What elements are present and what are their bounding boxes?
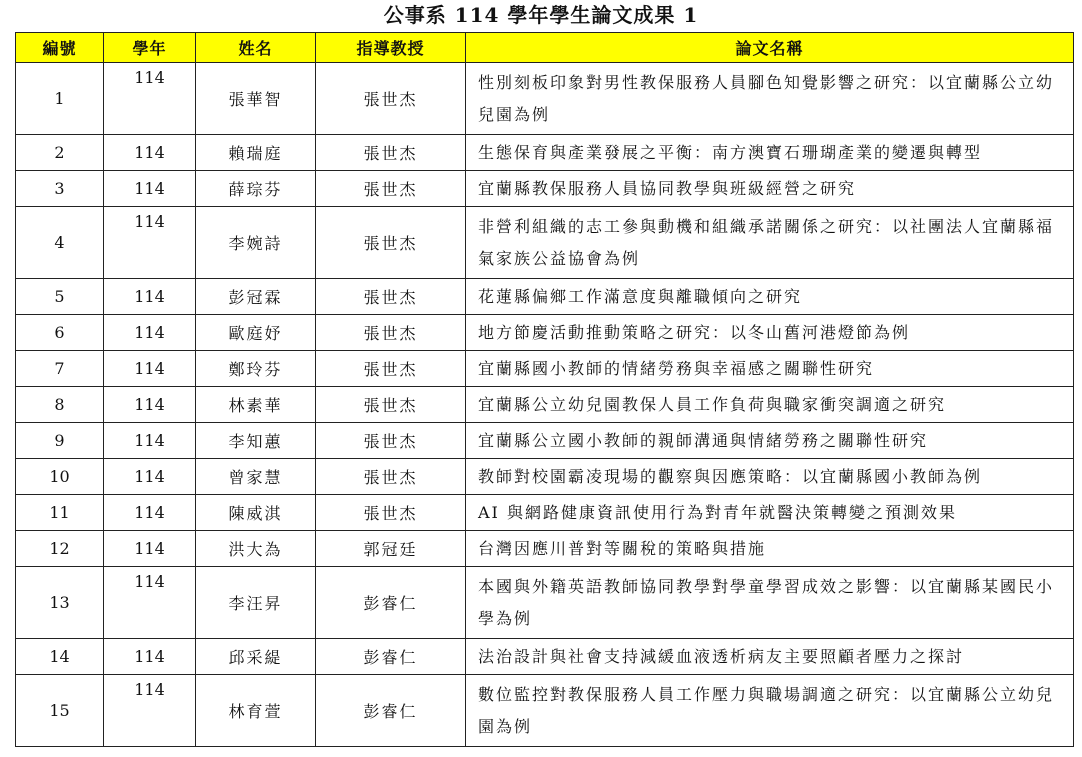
header-year: 學年	[104, 33, 196, 63]
row-year: 114	[104, 459, 196, 495]
advisor-name: 張世杰	[316, 315, 466, 351]
row-year: 114	[104, 279, 196, 315]
table-row	[16, 423, 1074, 459]
student-name: 邱采緹	[196, 639, 316, 675]
row-year: 114	[104, 351, 196, 387]
student-name: 李婉詩	[196, 207, 316, 279]
thesis-title: 非營利組織的志工參與動機和組織承諾關係之研究：以社團法人宜蘭縣福氣家族公益協會為例	[466, 207, 1074, 279]
row-year: 114	[104, 171, 196, 207]
thesis-title: 宜蘭縣公立幼兒園教保人員工作負荷與職家衝突調適之研究	[466, 387, 1074, 423]
student-name: 李知蕙	[196, 423, 316, 459]
advisor-name: 張世杰	[316, 135, 466, 171]
advisor-name: 張世杰	[316, 495, 466, 531]
advisor-name: 張世杰	[316, 207, 466, 279]
header-thesis: 論文名稱	[466, 33, 1074, 63]
row-year: 114	[104, 639, 196, 675]
thesis-title: 本國與外籍英語教師協同教學對學童學習成效之影響：以宜蘭縣某國民小學為例	[466, 567, 1074, 639]
row-year: 114	[104, 207, 196, 279]
advisor-name: 彭睿仁	[316, 639, 466, 675]
thesis-title: 性別刻板印象對男性教保服務人員腳色知覺影響之研究：以宜蘭縣公立幼兒園為例	[466, 63, 1074, 135]
advisor-name: 張世杰	[316, 279, 466, 315]
thesis-title: 宜蘭縣公立國小教師的親師溝通與情緒勞務之關聯性研究	[466, 423, 1074, 459]
row-number: 12	[16, 531, 104, 567]
advisor-name: 張世杰	[316, 387, 466, 423]
header-name: 姓名	[196, 33, 316, 63]
row-number: 1	[16, 63, 104, 135]
row-number: 7	[16, 351, 104, 387]
advisor-name: 張世杰	[316, 459, 466, 495]
table-row	[16, 387, 1074, 423]
table-row	[16, 279, 1074, 315]
row-number: 3	[16, 171, 104, 207]
student-name: 薛琮芬	[196, 171, 316, 207]
student-name: 歐庭妤	[196, 315, 316, 351]
table-row	[16, 135, 1074, 171]
advisor-name: 彭睿仁	[316, 567, 466, 639]
row-year: 114	[104, 567, 196, 639]
row-year: 114	[104, 675, 196, 747]
header-no: 編號	[16, 33, 104, 63]
thesis-title: 台灣因應川普對等關稅的策略與措施	[466, 531, 1074, 567]
row-number: 4	[16, 207, 104, 279]
table-row	[16, 459, 1074, 495]
thesis-title: 教師對校園霸凌現場的觀察與因應策略：以宜蘭縣國小教師為例	[466, 459, 1074, 495]
row-year: 114	[104, 495, 196, 531]
row-year: 114	[104, 315, 196, 351]
table-row	[16, 495, 1074, 531]
table-row	[16, 63, 1074, 135]
row-year: 114	[104, 423, 196, 459]
row-year: 114	[104, 387, 196, 423]
row-number: 5	[16, 279, 104, 315]
row-year: 114	[104, 531, 196, 567]
header-advisor: 指導教授	[316, 33, 466, 63]
table-row	[16, 171, 1074, 207]
table-row	[16, 531, 1074, 567]
student-name: 賴瑞庭	[196, 135, 316, 171]
thesis-title: 地方節慶活動推動策略之研究：以冬山舊河港燈節為例	[466, 315, 1074, 351]
table-row	[16, 351, 1074, 387]
student-name: 洪大為	[196, 531, 316, 567]
row-number: 2	[16, 135, 104, 171]
table-row	[16, 315, 1074, 351]
thesis-results-table	[15, 32, 1074, 747]
thesis-title: AI 與網路健康資訊使用行為對青年就醫決策轉變之預測效果	[466, 495, 1074, 531]
advisor-name: 張世杰	[316, 423, 466, 459]
student-name: 鄭玲芬	[196, 351, 316, 387]
student-name: 李汪昇	[196, 567, 316, 639]
advisor-name: 郭冠廷	[316, 531, 466, 567]
row-number: 9	[16, 423, 104, 459]
row-number: 15	[16, 675, 104, 747]
student-name: 林素華	[196, 387, 316, 423]
row-number: 14	[16, 639, 104, 675]
table-row	[16, 567, 1074, 639]
table-row	[16, 675, 1074, 747]
thesis-title: 生態保育與產業發展之平衡：南方澳寶石珊瑚產業的變遷與轉型	[466, 135, 1074, 171]
student-name: 張華智	[196, 63, 316, 135]
table-header-row	[16, 33, 1074, 63]
row-year: 114	[104, 135, 196, 171]
row-number: 8	[16, 387, 104, 423]
table-row	[16, 639, 1074, 675]
thesis-title: 花蓮縣偏鄉工作滿意度與離職傾向之研究	[466, 279, 1074, 315]
student-name: 彭冠霖	[196, 279, 316, 315]
student-name: 陳威淇	[196, 495, 316, 531]
advisor-name: 張世杰	[316, 171, 466, 207]
table-row	[16, 207, 1074, 279]
row-number: 13	[16, 567, 104, 639]
advisor-name: 張世杰	[316, 351, 466, 387]
row-number: 6	[16, 315, 104, 351]
student-name: 曾家慧	[196, 459, 316, 495]
thesis-title: 法治設計與社會支持減緩血液透析病友主要照顧者壓力之探討	[466, 639, 1074, 675]
advisor-name: 彭睿仁	[316, 675, 466, 747]
thesis-title: 宜蘭縣國小教師的情緒勞務與幸福感之關聯性研究	[466, 351, 1074, 387]
row-number: 11	[16, 495, 104, 531]
row-number: 10	[16, 459, 104, 495]
thesis-title: 數位監控對教保服務人員工作壓力與職場調適之研究：以宜蘭縣公立幼兒園為例	[466, 675, 1074, 747]
student-name: 林育萱	[196, 675, 316, 747]
thesis-title: 宜蘭縣教保服務人員協同教學與班級經營之研究	[466, 171, 1074, 207]
row-year: 114	[104, 63, 196, 135]
advisor-name: 張世杰	[316, 63, 466, 135]
document-title: 公事系 114 學年學生論文成果 1	[383, 3, 699, 27]
